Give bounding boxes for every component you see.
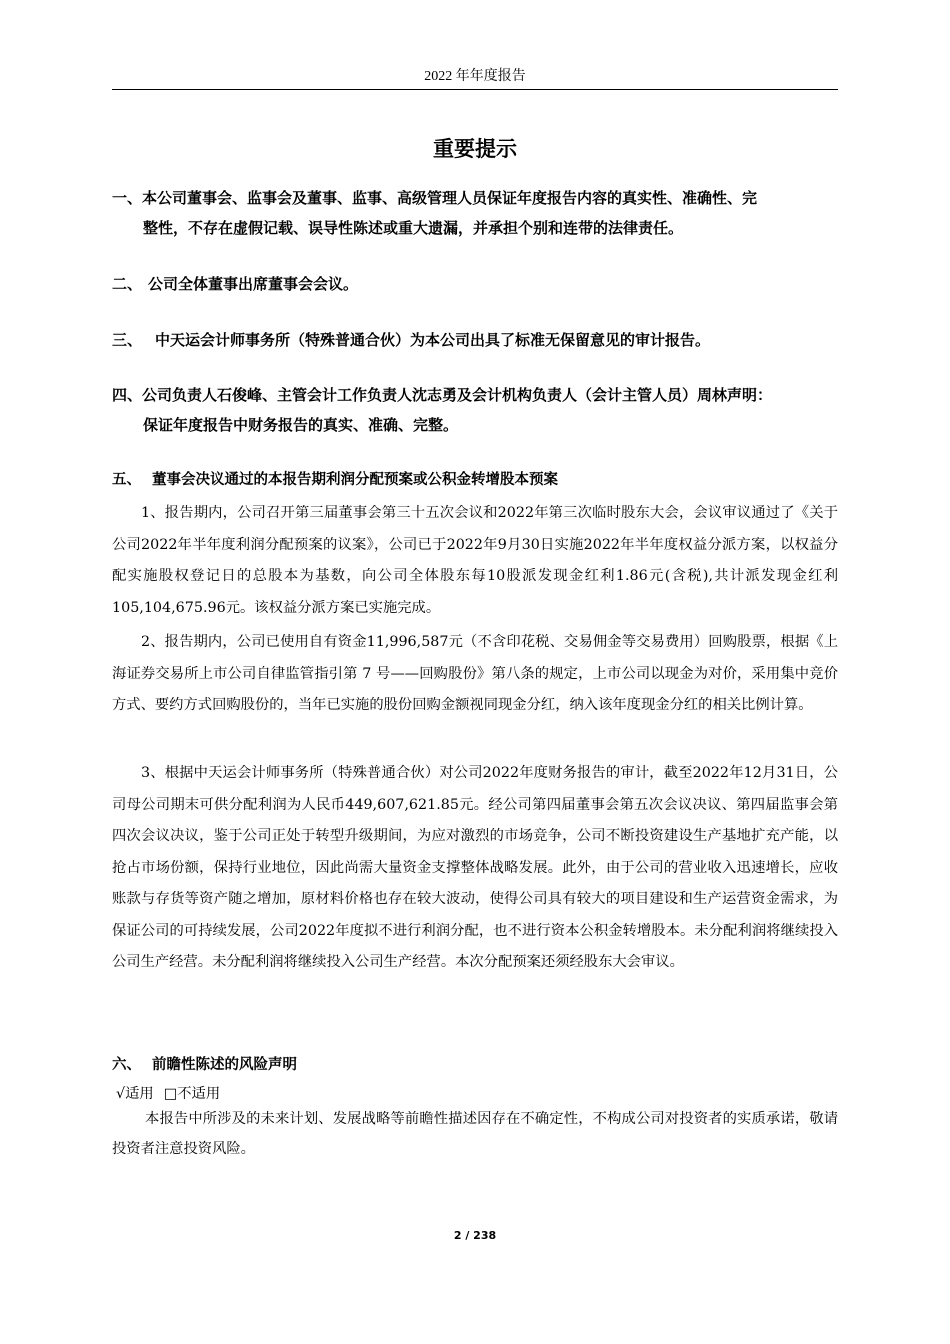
- section-5-paragraph-3: 3、根据中天运会计师事务所（特殊普通合伙）对公司2022年度财务报告的审计，截至2022年12月31日，公司母公司期末可供分配利润为人民币449,607,621.85元。经公司第四届董事会第五次会议决议、第四届监事会第四次会议决议，鉴于公司正处于转型升级期间，为应对激烈的市场竞争，公司不断投资建设生产基地扩充产能，以抢占市场份额，保持行业地位，因此尚需大量资金支撑整体战略发展。此外，由于公司的营业收入迅速增长，应收账款与存货等资产随之增加，原材料价格也存在较大波动，使得公司具有较大的项目建设和生产运营资金需求，为保证公司的可持续发展，公司2022年度拟不进行利润分配，也不进行资本公积金转增股本。未分配利润将继续投入公司生产经营。未分配利润将继续投入公司生产经营。本次分配预案还须经股东大会审议。: [112, 765, 838, 970]
- section-5-title: 董事会决议通过的本报告期利润分配预案或公积金转增股本预案: [152, 472, 558, 488]
- section-6-title: 前瞻性陈述的风险声明: [152, 1057, 297, 1073]
- notice-item-1-text-cont: 整性，不存在虚假记载、误导性陈述或重大遗漏，并承担个别和连带的法律责任。: [143, 219, 684, 237]
- notice-item-3: [112, 325, 842, 355]
- notice-item-2-marker: 二、: [112, 275, 143, 293]
- notice-item-2: [112, 269, 842, 299]
- section-5-paragraph-2: 2、报告期内，公司已使用自有资金11,996,587元（不含印花税、交易佣金等交易费用）回购股票，根据《上海证券交易所上市公司自律监管指引第 7 号——回购股份》第八条的规定，上市公司以现金为对价，采用集中竞价方式、要约方式回购股份的，当年已实施的股份回购金额视同现金分红，纳入该年度现金分红的相关比例计算。: [112, 634, 838, 713]
- section-5-paragraph-1: 1、报告期内，公司召开第三届董事会第三十五次会议和2022年第三次临时股东大会，会议审议通过了《关于公司2022年半年度利润分配预案的议案》，公司已于2022年9月30日实施2022年半年度权益分派方案，以权益分配实施股权登记日的总股本为基数，向公司全体股东每10股派发现金红利1.86元(含税),共计派发现金红利105,104,675.96元。该权益分派方案已实施完成。: [112, 505, 838, 616]
- applicable-checked-option: √适用: [116, 1086, 154, 1102]
- notice-item-1-text: 本公司董事会、监事会及董事、监事、高级管理人员保证年度报告内容的真实性、准确性、完: [142, 189, 758, 207]
- notice-item-4: [112, 380, 842, 440]
- notice-item-1: [112, 183, 842, 243]
- section-5-marker: 五、: [112, 472, 141, 488]
- page-number: 2 / 238: [453, 1229, 497, 1242]
- page-title: 重要提示: [433, 137, 517, 161]
- notice-item-3-marker: 三、: [112, 331, 143, 349]
- notice-item-4-text: 公司负责人石俊峰、主管会计工作负责人沈志勇及会计机构负责人（会计主管人员）周林声明：: [142, 386, 773, 404]
- page-header: 2022 年年度报告: [424, 69, 526, 84]
- section-5-heading: [112, 468, 842, 492]
- risk-disclaimer-paragraph: 本报告中所涉及的未来计划、发展战略等前瞻性描述因存在不确定性，不构成公司对投资者的实质承诺，敬请投资者注意投资风险。: [112, 1111, 838, 1157]
- notice-item-3-text: 中天运会计师事务所（特殊普通合伙）为本公司出具了标准无保留意见的审计报告。: [155, 331, 711, 349]
- notice-item-1-marker: 一、: [112, 189, 143, 207]
- notice-item-4-marker: 四、: [112, 386, 143, 404]
- section-6-marker: 六、: [112, 1057, 141, 1073]
- not-applicable-option: □不适用: [163, 1086, 221, 1102]
- notice-item-4-text-cont: 保证年度报告中财务报告的真实、准确、完整。: [143, 416, 459, 434]
- header-divider: [112, 89, 838, 90]
- section-6-heading: [112, 1053, 842, 1077]
- notice-item-2-text: 公司全体董事出席董事会会议。: [148, 275, 359, 293]
- applicability-options: [116, 1082, 220, 1106]
